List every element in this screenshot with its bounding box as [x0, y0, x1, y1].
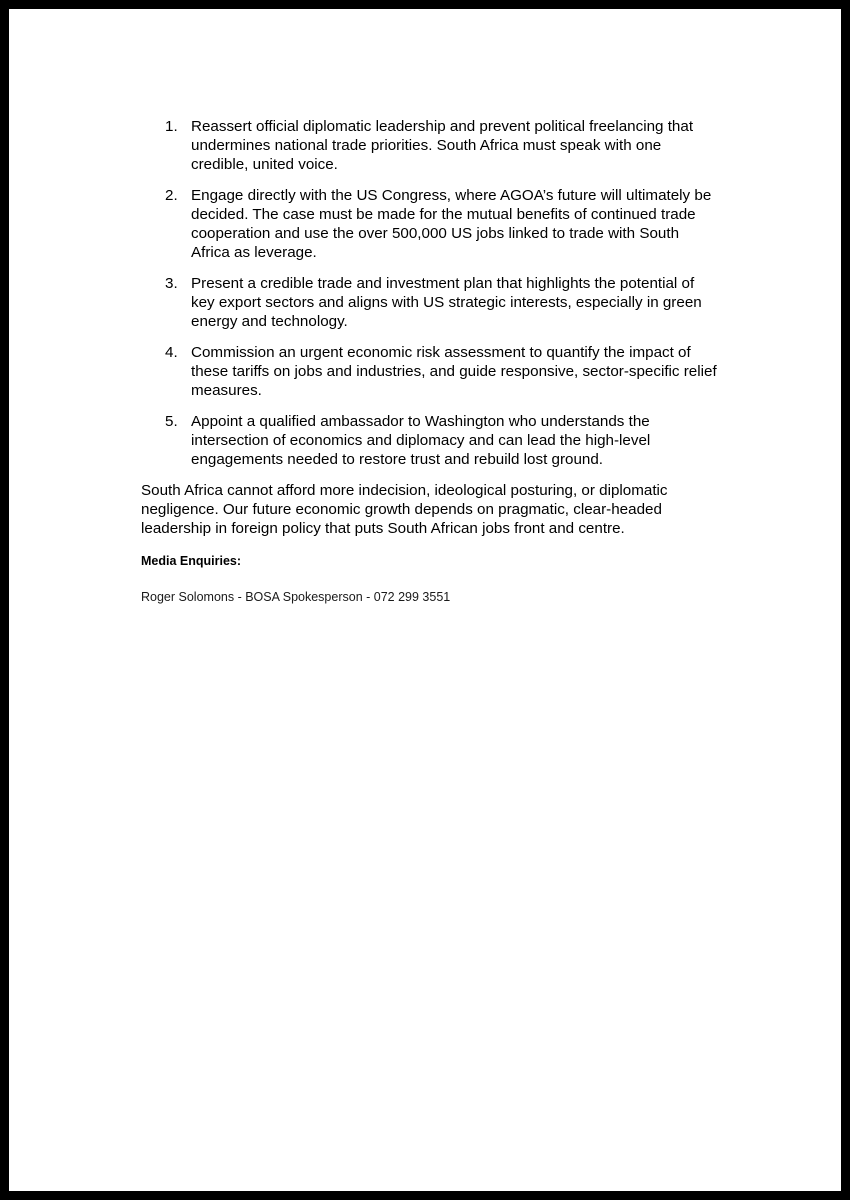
closing-paragraph: South Africa cannot afford more indecision, ideological posturing, or diplomatic negligence. Our future economic growth depends on pragmatic, clear-headed leadership in foreign policy that puts South African jobs front and centre. — [141, 482, 668, 537]
list-item — [141, 117, 721, 174]
list-item-text: Present a credible trade and investment plan that highlights the potential of key export sectors and aligns with US strategic interests, especially in green energy and technology. — [191, 275, 702, 330]
document-page — [9, 9, 841, 1191]
media-contact: Roger Solomons - BOSA Spokesperson - 072 299 3551 — [141, 590, 451, 604]
list-item-number: 2. — [165, 187, 178, 204]
recommendations-list — [141, 117, 721, 469]
document-content — [141, 117, 721, 605]
list-item-text: Commission an urgent economic risk assessment to quantify the impact of these tariffs on jobs and industries, and guide responsive, sector-specific relief measures. — [191, 344, 717, 399]
list-item — [141, 186, 721, 262]
list-item — [141, 412, 721, 469]
list-item — [141, 274, 721, 331]
media-enquiries-heading: Media Enquiries: — [141, 554, 242, 568]
list-item-number: 5. — [165, 413, 178, 430]
list-item-number: 4. — [165, 344, 178, 361]
list-item-number: 3. — [165, 275, 178, 292]
list-item-text: Engage directly with the US Congress, where AGOA’s future will ultimately be decided. The case must be made for the mutual benefits of continued trade cooperation and use the over 500,000 US jobs linked to trade with South Africa as leverage. — [191, 187, 712, 261]
list-item-text: Appoint a qualified ambassador to Washington who understands the intersection of economics and diplomacy and can lead the high-level engagements needed to restore trust and rebuild lost ground. — [191, 413, 651, 468]
list-item-text: Reassert official diplomatic leadership and prevent political freelancing that undermines national trade priorities. South Africa must speak with one credible, united voice. — [191, 118, 694, 173]
list-item-number: 1. — [165, 118, 178, 135]
list-item — [141, 343, 721, 400]
